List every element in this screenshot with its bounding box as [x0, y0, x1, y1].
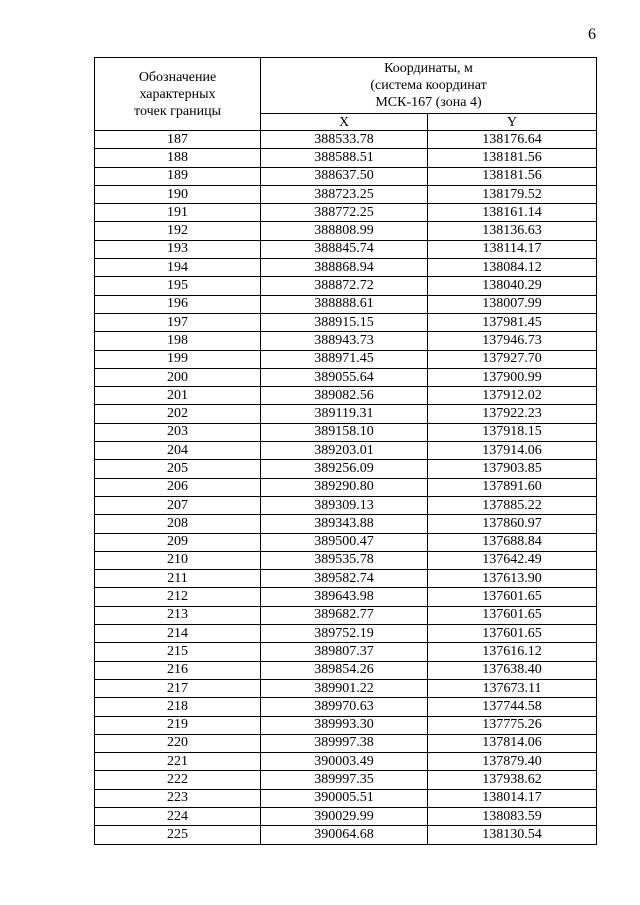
point-number-cell: 203: [95, 423, 261, 441]
point-number-cell: 191: [95, 204, 261, 222]
x-coordinate-cell: 390005.51: [261, 789, 428, 807]
point-number-cell: 190: [95, 185, 261, 203]
point-number-cell: 221: [95, 753, 261, 771]
coords-header-line: (система координат: [370, 78, 487, 93]
y-coordinate-cell: 138181.56: [428, 167, 597, 185]
x-coordinate-cell: 388588.51: [261, 149, 428, 167]
x-coordinate-cell: 389500.47: [261, 533, 428, 551]
point-number-cell: 192: [95, 222, 261, 240]
table-row: [95, 442, 597, 460]
table-row: [95, 698, 597, 716]
y-coordinate-cell: 137673.11: [428, 679, 597, 697]
point-number-cell: 217: [95, 679, 261, 697]
table-row: [95, 478, 597, 496]
point-number-cell: 218: [95, 698, 261, 716]
table-row: [95, 606, 597, 624]
coords-header-line: МСК-167 (зона 4): [375, 95, 482, 110]
point-number-cell: 202: [95, 405, 261, 423]
coords-header-line: Координаты, м: [384, 61, 473, 76]
table-row: [95, 661, 597, 679]
table-row: [95, 131, 597, 149]
table-row: [95, 570, 597, 588]
y-coordinate-cell: 138084.12: [428, 259, 597, 277]
x-coordinate-cell: 389901.22: [261, 679, 428, 697]
point-number-cell: 187: [95, 131, 261, 149]
x-coordinate-cell: 389997.38: [261, 734, 428, 752]
x-coordinate-cell: 389203.01: [261, 442, 428, 460]
point-number-cell: 196: [95, 295, 261, 313]
coordinates-table-body: [95, 131, 597, 845]
point-number-cell: 204: [95, 442, 261, 460]
y-coordinate-cell: 138014.17: [428, 789, 597, 807]
y-coordinate-cell: 138040.29: [428, 277, 597, 295]
y-coordinate-cell: 137885.22: [428, 496, 597, 514]
point-number-cell: 223: [95, 789, 261, 807]
coordinates-header: [261, 58, 597, 114]
y-coordinate-cell: 137922.23: [428, 405, 597, 423]
x-coordinate-cell: 389682.77: [261, 606, 428, 624]
table-row: [95, 771, 597, 789]
table-row: [95, 460, 597, 478]
table-row: [95, 789, 597, 807]
point-number-cell: 216: [95, 661, 261, 679]
y-coordinate-cell: 137601.65: [428, 625, 597, 643]
table-row: [95, 533, 597, 551]
table-row: [95, 405, 597, 423]
point-header-line: Обозначение: [138, 69, 217, 85]
y-coordinate-cell: 137775.26: [428, 716, 597, 734]
x-coordinate-cell: 388943.73: [261, 332, 428, 350]
point-number-cell: 201: [95, 387, 261, 405]
y-coordinate-cell: 138130.54: [428, 826, 597, 844]
x-coordinate-cell: 388723.25: [261, 185, 428, 203]
point-number-cell: 214: [95, 625, 261, 643]
point-header-line: характерных: [139, 86, 216, 102]
x-coordinate-cell: 390064.68: [261, 826, 428, 844]
point-number-cell: 209: [95, 533, 261, 551]
y-coordinate-cell: 137616.12: [428, 643, 597, 661]
y-coordinate-cell: 137744.58: [428, 698, 597, 716]
point-number-cell: 195: [95, 277, 261, 295]
x-coordinate-cell: 389082.56: [261, 387, 428, 405]
x-coordinate-cell: 389256.09: [261, 460, 428, 478]
point-number-cell: 208: [95, 515, 261, 533]
y-coordinate-cell: 138136.63: [428, 222, 597, 240]
table-row: [95, 643, 597, 661]
y-coordinate-cell: 138179.52: [428, 185, 597, 203]
y-coordinate-cell: 137918.15: [428, 423, 597, 441]
point-number-cell: 198: [95, 332, 261, 350]
x-coordinate-cell: 389807.37: [261, 643, 428, 661]
point-designation-header: [95, 58, 261, 131]
table-row: [95, 753, 597, 771]
x-coordinate-cell: 389535.78: [261, 551, 428, 569]
point-number-cell: 197: [95, 313, 261, 331]
point-number-cell: 189: [95, 167, 261, 185]
point-number-cell: 222: [95, 771, 261, 789]
point-number-cell: 206: [95, 478, 261, 496]
table-row: [95, 387, 597, 405]
point-number-cell: 194: [95, 259, 261, 277]
x-coordinate-cell: 388872.72: [261, 277, 428, 295]
y-coordinate-cell: 137891.60: [428, 478, 597, 496]
table-row: [95, 515, 597, 533]
y-coordinate-cell: 137938.62: [428, 771, 597, 789]
x-coordinate-cell: 389119.31: [261, 405, 428, 423]
y-coordinate-cell: 137860.97: [428, 515, 597, 533]
table-row: [95, 222, 597, 240]
x-coordinate-cell: 388868.94: [261, 259, 428, 277]
x-coordinate-cell: 388808.99: [261, 222, 428, 240]
table-row: [95, 240, 597, 258]
y-coordinate-cell: 138176.64: [428, 131, 597, 149]
x-coordinate-cell: 388637.50: [261, 167, 428, 185]
page-number: 6: [588, 26, 596, 43]
y-coordinate-cell: 138083.59: [428, 807, 597, 825]
point-number-cell: 212: [95, 588, 261, 606]
x-coordinate-cell: 388533.78: [261, 131, 428, 149]
y-coordinate-cell: 138161.14: [428, 204, 597, 222]
x-coordinate-cell: 389643.98: [261, 588, 428, 606]
point-number-cell: 205: [95, 460, 261, 478]
point-number-cell: 219: [95, 716, 261, 734]
y-coordinate-cell: 138114.17: [428, 240, 597, 258]
coordinates-table: [94, 57, 597, 845]
y-coordinate-cell: 137814.06: [428, 734, 597, 752]
point-number-cell: 200: [95, 368, 261, 386]
point-number-cell: 215: [95, 643, 261, 661]
y-coordinate-cell: 137927.70: [428, 350, 597, 368]
table-row: [95, 368, 597, 386]
table-row: [95, 149, 597, 167]
y-coordinate-cell: 137981.45: [428, 313, 597, 331]
y-coordinate-cell: 138007.99: [428, 295, 597, 313]
x-coordinate-cell: 389582.74: [261, 570, 428, 588]
y-coordinate-cell: 137914.06: [428, 442, 597, 460]
x-coordinate-cell: 390003.49: [261, 753, 428, 771]
x-coordinate-cell: 389055.64: [261, 368, 428, 386]
point-number-cell: 210: [95, 551, 261, 569]
y-coordinate-cell: 138181.56: [428, 149, 597, 167]
x-coordinate-cell: 388888.61: [261, 295, 428, 313]
table-row: [95, 185, 597, 203]
table-row: [95, 679, 597, 697]
y-coordinate-cell: 137912.02: [428, 387, 597, 405]
x-coordinate-cell: 389970.63: [261, 698, 428, 716]
y-coordinate-cell: 137601.65: [428, 606, 597, 624]
x-column-header: X: [261, 114, 428, 131]
x-coordinate-cell: 389854.26: [261, 661, 428, 679]
y-coordinate-cell: 137900.99: [428, 368, 597, 386]
x-coordinate-cell: 389158.10: [261, 423, 428, 441]
table-row: [95, 826, 597, 844]
point-number-cell: 188: [95, 149, 261, 167]
table-row: [95, 167, 597, 185]
point-number-cell: 225: [95, 826, 261, 844]
point-number-cell: 193: [95, 240, 261, 258]
x-coordinate-cell: 389343.88: [261, 515, 428, 533]
point-number-cell: 220: [95, 734, 261, 752]
table-row: [95, 350, 597, 368]
y-coordinate-cell: 137613.90: [428, 570, 597, 588]
x-coordinate-cell: 388845.74: [261, 240, 428, 258]
point-number-cell: 199: [95, 350, 261, 368]
y-coordinate-cell: 137903.85: [428, 460, 597, 478]
y-coordinate-cell: 137601.65: [428, 588, 597, 606]
y-coordinate-cell: 137879.40: [428, 753, 597, 771]
table-row: [95, 332, 597, 350]
x-coordinate-cell: 388915.15: [261, 313, 428, 331]
x-coordinate-cell: 388971.45: [261, 350, 428, 368]
y-coordinate-cell: 137688.84: [428, 533, 597, 551]
x-coordinate-cell: 389993.30: [261, 716, 428, 734]
x-coordinate-cell: 389997.35: [261, 771, 428, 789]
table-row: [95, 313, 597, 331]
x-coordinate-cell: 389752.19: [261, 625, 428, 643]
x-coordinate-cell: 389309.13: [261, 496, 428, 514]
table-row: [95, 734, 597, 752]
table-row: [95, 423, 597, 441]
table-row: [95, 496, 597, 514]
table-row: [95, 807, 597, 825]
x-coordinate-cell: 390029.99: [261, 807, 428, 825]
table-row: [95, 625, 597, 643]
table-row: [95, 204, 597, 222]
point-number-cell: 207: [95, 496, 261, 514]
point-header-line: точек границы: [134, 103, 221, 119]
point-number-cell: 213: [95, 606, 261, 624]
point-number-cell: 211: [95, 570, 261, 588]
y-coordinate-cell: 137642.49: [428, 551, 597, 569]
table-row: [95, 277, 597, 295]
x-coordinate-cell: 388772.25: [261, 204, 428, 222]
y-coordinate-cell: 137638.40: [428, 661, 597, 679]
table-row: [95, 295, 597, 313]
table-row: [95, 551, 597, 569]
y-column-header: Y: [428, 114, 597, 131]
point-number-cell: 224: [95, 807, 261, 825]
x-coordinate-cell: 389290.80: [261, 478, 428, 496]
y-coordinate-cell: 137946.73: [428, 332, 597, 350]
table-row: [95, 259, 597, 277]
table-row: [95, 588, 597, 606]
table-row: [95, 716, 597, 734]
